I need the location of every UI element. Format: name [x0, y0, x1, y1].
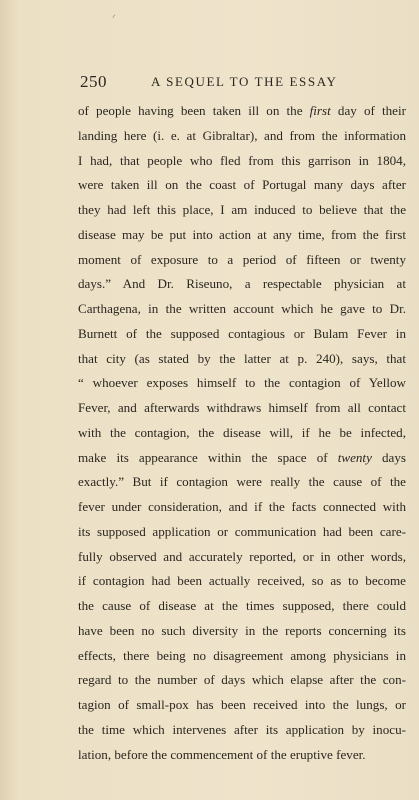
text-line [78, 223, 406, 248]
text-line [78, 347, 406, 372]
text-segment: “ whoever exposes himself to the contagion of Yellow [78, 375, 406, 391]
text-line [78, 495, 406, 520]
text-segment: I had, that people who fled from this garrison in 1804, [78, 152, 406, 168]
text-line [78, 520, 406, 545]
text-line [78, 421, 406, 446]
text-line [78, 124, 406, 149]
text-segment: days.” And Dr. Riseuno, a respectable physician at [78, 276, 406, 292]
text-segment: that city (as stated by the latter at p. 240), says, that [78, 350, 406, 366]
text-line [78, 668, 406, 693]
text-segment: fever under consideration, and if the facts connected with [78, 499, 406, 514]
text-segment: day of their [330, 103, 406, 118]
text-line [78, 396, 406, 421]
page-header [80, 72, 410, 92]
text-line [78, 371, 406, 396]
page-number: 250 [80, 72, 107, 91]
text-segment: tagion of small-pox has been received into the lungs, or [78, 697, 406, 712]
text-segment: the time which intervenes after its application by inocu- [78, 721, 406, 737]
text-line [78, 173, 406, 198]
text-segment: regard to the number of days which elapse after the con- [78, 672, 406, 688]
paper-fleck: ᐟ [112, 13, 116, 23]
text-line [78, 693, 406, 718]
text-segment: make its appearance within the space of [78, 449, 338, 465]
text-segment: with the contagion, the disease will, if he be infected, [78, 424, 406, 440]
text-line [78, 446, 406, 471]
text-segment: of people having been taken ill on the [78, 103, 310, 118]
text-line [78, 99, 406, 124]
text-line [78, 594, 406, 619]
text-segment: Burnett of the supposed contagious or Bulam Fever in [78, 325, 406, 341]
text-line [78, 569, 406, 594]
text-line [78, 619, 406, 644]
text-line [78, 718, 406, 743]
text-line [78, 248, 406, 273]
text-segment: effects, there being no disagreement among physicians in [78, 647, 406, 663]
text-segment: have been no such diversity in the reports concerning its [78, 622, 406, 638]
text-segment: Carthagena, in the written account which he gave to Dr. [78, 301, 406, 316]
text-segment: lation, before the commencement of the eruptive fever. [78, 746, 366, 762]
text-segment: the cause of disease at the times supposed, there could [78, 598, 406, 613]
text-line [78, 149, 406, 174]
text-segment: moment of exposure to a period of fifteen or twenty [78, 251, 406, 267]
italic-emphasis: first [309, 103, 331, 118]
text-line [78, 470, 406, 495]
running-head: A SEQUEL TO THE ESSAY [151, 74, 338, 89]
text-segment: landing here (i. e. at Gibraltar), and from the information [78, 127, 406, 143]
text-segment: disease may be put into action at any time, from the first [78, 226, 406, 242]
text-line [78, 644, 406, 669]
text-segment: fully observed and accurately reported, or in other words, [78, 548, 406, 564]
text-segment: were taken ill on the coast of Portugal many days after [78, 177, 406, 193]
text-line [78, 743, 406, 768]
body-text [78, 99, 406, 767]
text-line [78, 272, 406, 297]
text-segment: they had left this place, I am induced to believe that the [78, 202, 406, 217]
text-segment: exactly.” But if contagion were really the cause of the [78, 474, 406, 490]
text-line [78, 322, 406, 347]
text-line [78, 297, 406, 322]
italic-emphasis: twenty [337, 449, 372, 465]
text-line [78, 545, 406, 570]
text-line [78, 198, 406, 223]
text-segment: if contagion had been actually received, so as to become [78, 573, 406, 589]
text-segment: its supposed application or communication had been care- [78, 523, 406, 539]
text-segment: days [371, 449, 406, 465]
text-segment: Fever, and afterwards withdraws himself from all contact [78, 400, 406, 415]
